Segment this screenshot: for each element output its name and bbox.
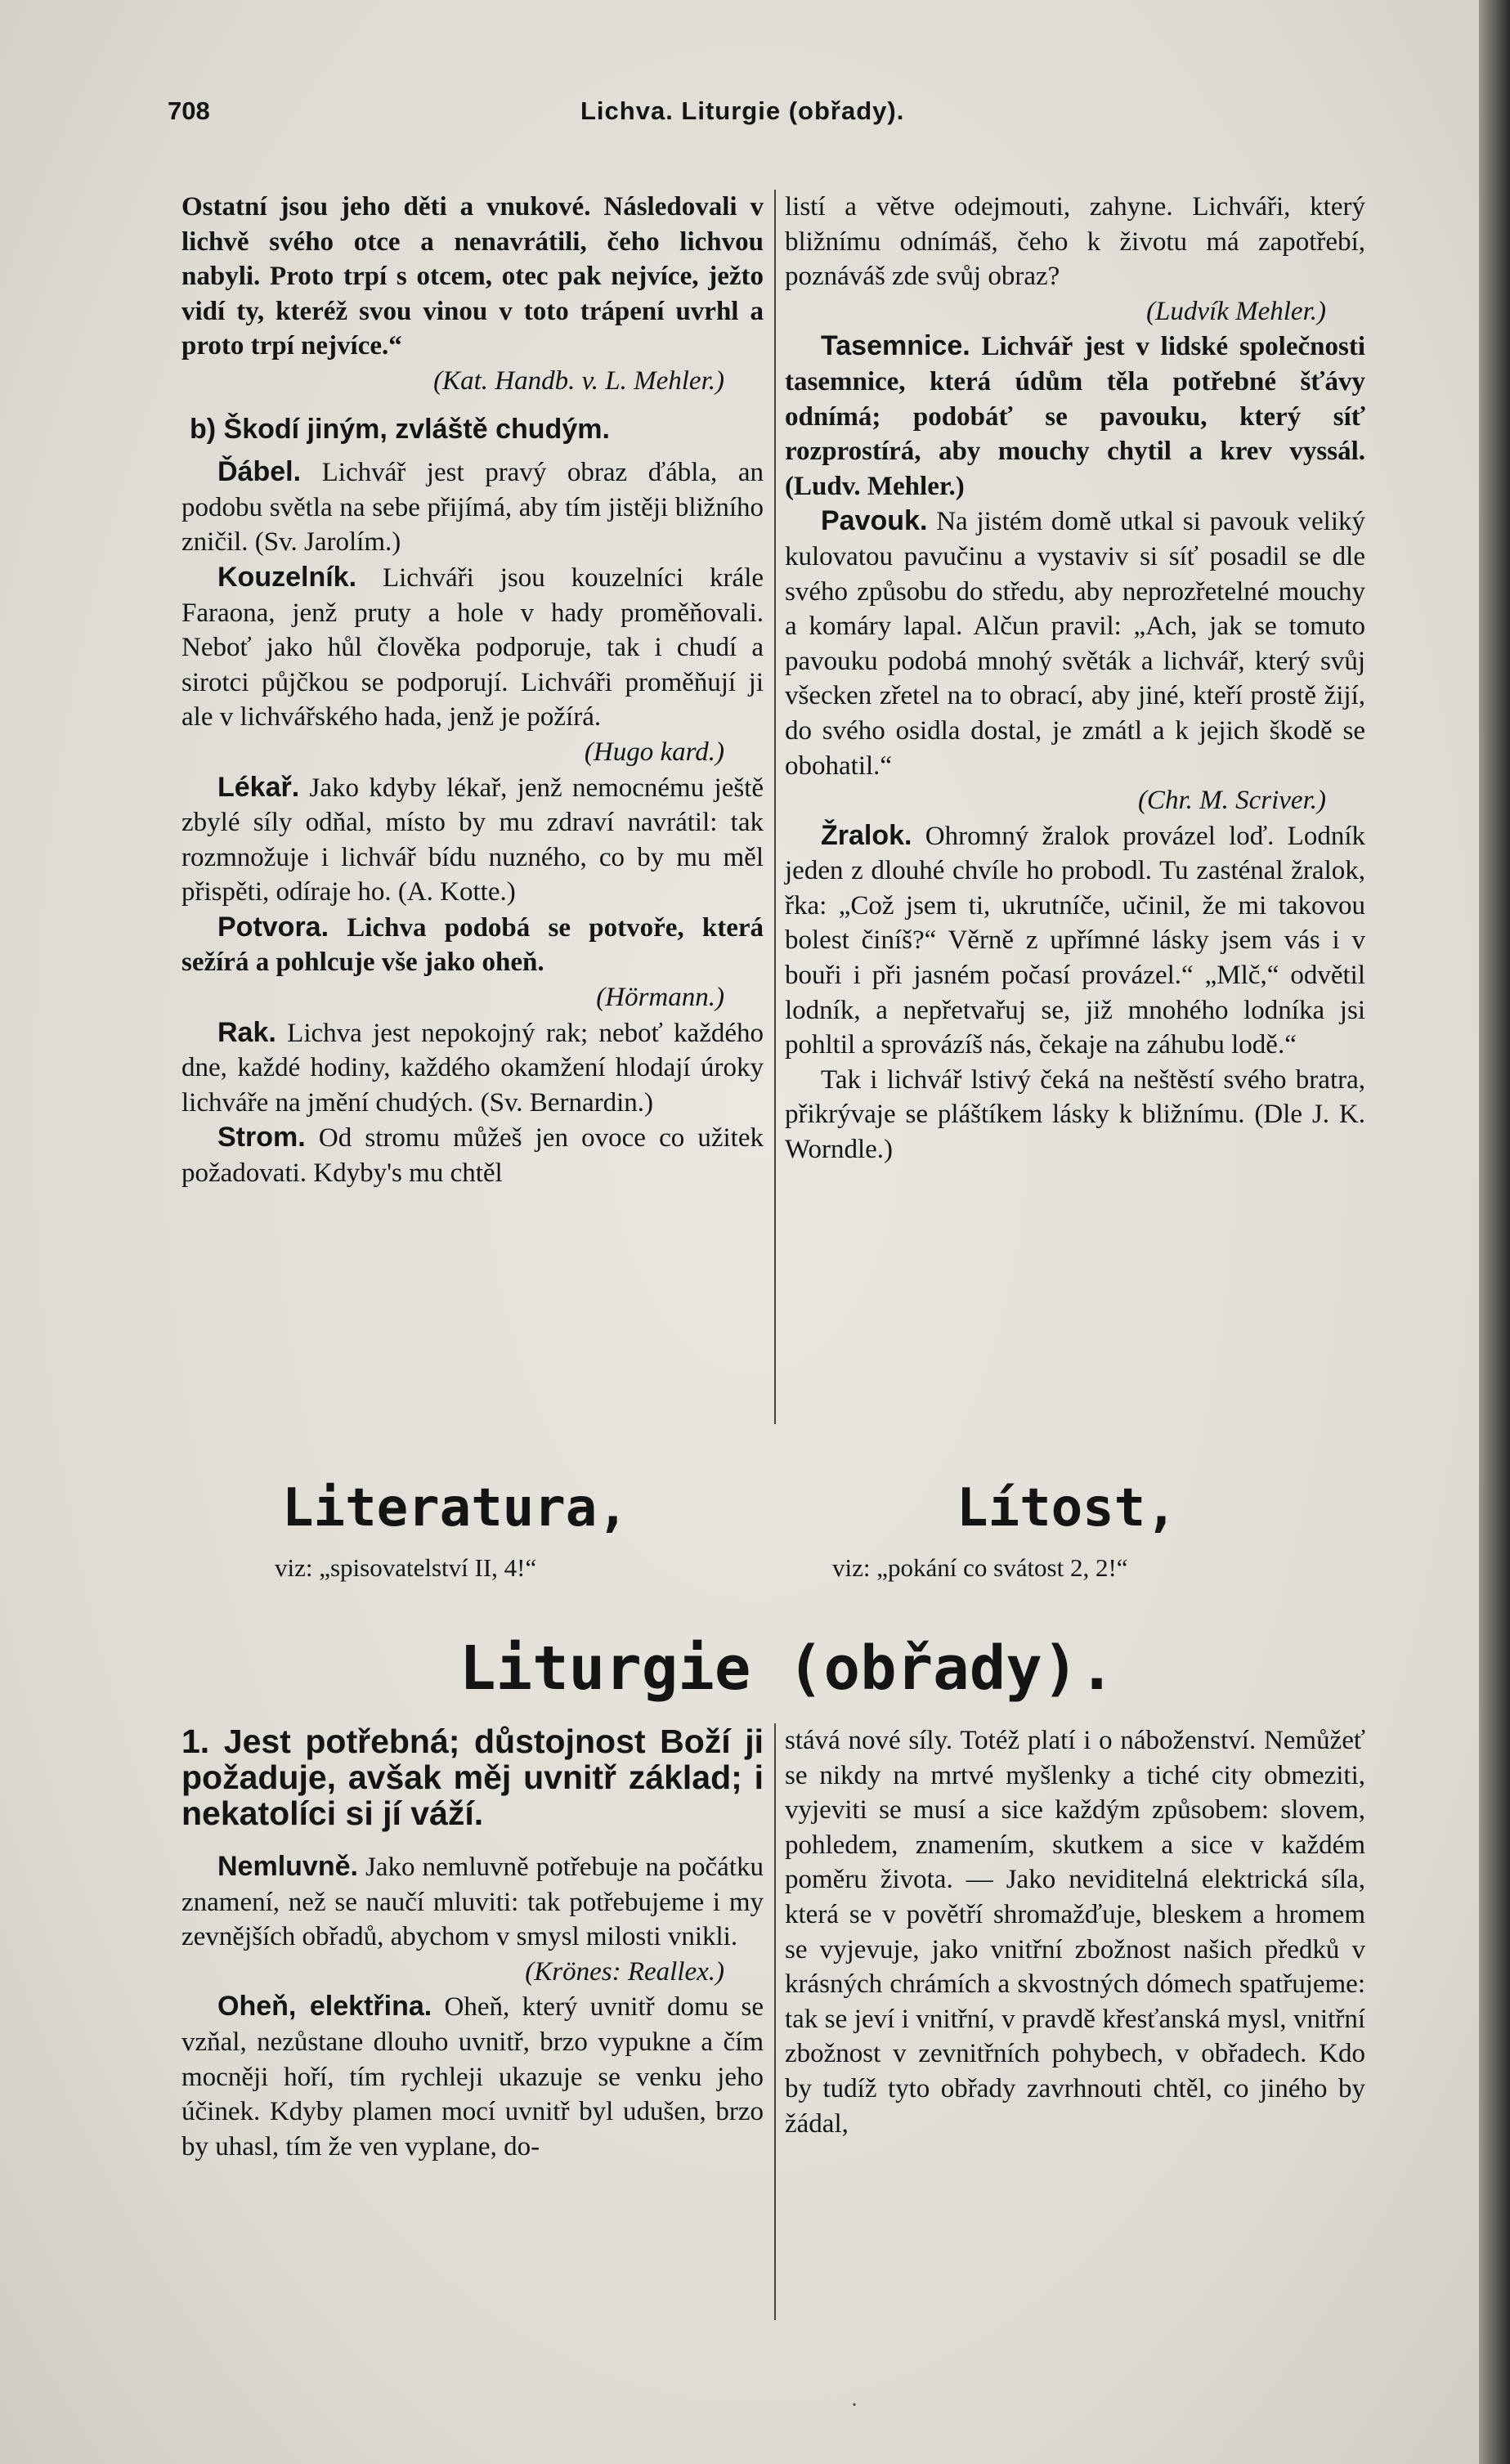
heading-liturgie: Liturgie (obřady).	[459, 1633, 1115, 1704]
text-zralok: Ohromný žralok provázel loď. Lodník jeden z dlouhé chvíle ho probodl. Tu zasténal žralok, řka: „Což jsem ti, ukrutníče, učinil, že mi takovou bolest činíš?“ Věrně z upřímné lásky jsem vás i v bouři i při jasném počasí provázel.“ „Mlč,“ odvětil lodník, a nepřetvařuj se, již mnohého lodníka jsi pohltil a sprovázíš nás, čekaje na záhubu lodě.“	[785, 821, 1365, 1060]
text-tasemnice: Lichvář jest v lidské společnosti tasemnice, která údům těla potřebné šťávy odnímá; podobáť se pavouku, který síť rozprostírá, aby mouchy chytil a krev vyssál. (Ludv. Mehler.)	[785, 332, 1365, 501]
source-citation: (Kat. Handb. v. L. Mehler.)	[433, 365, 724, 396]
keyword-potvora: Potvora.	[217, 911, 329, 943]
source-citation: (Chr. M. Scriver.)	[1137, 786, 1326, 816]
entry-nemluvne	[181, 1849, 764, 1955]
entry-tasemnice	[785, 329, 1365, 504]
entry-strom	[181, 1120, 764, 1190]
keyword-rak: Rak.	[217, 1016, 276, 1048]
running-title: Lichva. Liturgie (obřady).	[580, 96, 905, 125]
bottom-left-column	[181, 1723, 764, 2164]
scan-speck: ·	[850, 2391, 858, 2418]
source-citation: (Ludvík Mehler.)	[1146, 296, 1326, 326]
paragraph-liturgie-continuation: stává nové síly. Totéž platí i o náboženství. Nemůžeť se nikdy na mrtvé myšlenky a tiché city obmeziti, vyjeviti se musí a sice každým způsobem: slovem, pohledem, znamením, skutkem a sice v každém poměru života. — Jako neviditelná elektrická síla, která se v povětří shromažďuje, bleskem a hromem se vyjevuje, jako vnitřní zbožnost našich předků v krásných chrámích a skvostných dómech spatřujeme: tak se jeví i vnitřní, v pravdě křesťanská mysl, vnitřní zbožnost v zevnitřních pohybech, v obřadech. Kdo by tudíž tyto obřady zavrhnouti chtěl, co jiného by žádal,	[785, 1726, 1365, 2139]
keyword-strom: Strom.	[217, 1122, 306, 1154]
entry-rak	[181, 1015, 764, 1121]
paragraph-continuation: listí a větve odejmouti, zahyne. Lichváři, který bližnímu odnímáš, čeho k životu má zapotřebí, poznáváš zde svůj obraz?	[785, 192, 1365, 292]
keyword-ohen: Oheň, elektřina.	[217, 1991, 432, 2023]
page-header	[168, 96, 1378, 137]
text-potvora: Lichva podobá se potvoře, která sežírá a pohlcuje vše jako oheň.	[181, 912, 764, 978]
heading-literatura: Literatura,	[282, 1478, 629, 1539]
text-strom: Od stromu můžeš jen ovoce co užitek požadovati. Kdyby's mu chtěl	[181, 1123, 764, 1189]
entry-dabel	[181, 455, 764, 560]
paragraph-children: Ostatní jsou jeho děti a vnukové. Následovali v lichvě svého otce a nenavrátili, čeho lichvou nabyli. Proto trpí s otcem, otec pak nejvíce, ježto vidí ty, kteréž svou vinou v toto trápení uvrhl a proto trpí nejvíce.“	[181, 192, 764, 361]
text-nemluvne: Jako nemluvně potřebuje na počátku znamení, než se naučí mluviti: tak potřebujeme i my zevnějších obřadů, abychom v smysl milosti vnikli.	[181, 1852, 764, 1952]
page-number: 708	[168, 96, 210, 125]
keyword-tasemnice: Tasemnice.	[821, 330, 970, 362]
text-dabel: Lichvář jest pravý obraz ďábla, an podobu světla na sebe přijímá, aby tím jistěji bližního zničil. (Sv. Jarolím.)	[181, 458, 764, 558]
subheading-harms-others: b) Škodí jiným, zvláště chudým.	[190, 413, 610, 445]
see-reference-litost: viz: „pokání co svátost 2, 2!“	[832, 1553, 1128, 1582]
subheading-necessity: 1. Jest potřebná; důstojnost Boží ji požaduje, avšak měj uvnitř základ; i nekatolíci si jí váží.	[181, 1723, 764, 1832]
text-pavouk: Na jistém domě utkal si pavouk veliký kulovatou pavučinu a vystaviv si síť posadil se dle svého způsobu do středu, aby neprozřetelné mouchy a komáry lapal. Alčun pravil: „Ach, jak se tomuto pavouku podobá mnohý světák a lichvář, který svůj všecken zřetel na to obrací, aby jiné, kteří prostě žijí, do svého osidla dostal, je zmátl a k jejich škodě se obohatil.“	[785, 507, 1365, 781]
source-citation: (Hugo kard.)	[584, 737, 724, 767]
keyword-zralok: Žralok.	[821, 819, 912, 851]
text-ohen: Oheň, který uvnitř domu se vzňal, nezůstane dlouho uvnitř, brzo vypukne a čím mocněji hoří, tím rychleji ukazuje se venku jeho účinek. Kdyby plamen mocí uvnitř byl udušen, brzo by uhasl, tím že ven vyplane, do-	[181, 1992, 764, 2162]
source-citation: (Krönes: Reallex.)	[525, 1956, 724, 1987]
entry-zralok	[785, 818, 1365, 1063]
entry-lekar	[181, 770, 764, 910]
keyword-dabel: Ďábel.	[217, 456, 302, 488]
top-left-column	[181, 190, 764, 1191]
page-spine-shadow	[1479, 0, 1510, 2464]
keyword-pavouk: Pavouk.	[821, 505, 928, 537]
source-citation: (Hörmann.)	[596, 983, 724, 1013]
keyword-kouzelnik: Kouzelník.	[217, 561, 357, 593]
entry-pavouk	[785, 504, 1365, 783]
paragraph-lichvar-conclusion: Tak i lichvář lstivý čeká na neštěstí svého bratra, přikrývaje se pláštíkem lásky k bližnímu. (Dle J. K. Worndle.)	[785, 1064, 1365, 1165]
entry-potvora	[181, 910, 764, 980]
text-lekar: Jako kdyby lékař, jenž nemocnému ještě zbylé síly odňal, místo by mu zdraví navrátil: tak rozmnožuje i lichvář bídu nuzného, co by mu měl přispěti, odíraje ho. (A. Kotte.)	[181, 773, 764, 907]
text-rak: Lichva jest nepokojný rak; neboť každého dne, každé hodiny, každého okamžení hlodají úroky lichváře na jmění chudých. (Sv. Bernardin.)	[181, 1018, 764, 1118]
keyword-lekar: Lékař.	[217, 771, 300, 803]
entry-ohen	[181, 1989, 764, 2164]
entry-kouzelnik	[181, 560, 764, 735]
text-kouzelnik: Lichváři jsou kouzelníci krále Faraona, jenž pruty a hole v hady proměňovali. Neboť jako hůl člověka podporuje, tak i chudí a sirotci půjčkou se podporují. Lichváři proměňují ji ale v lichvářského hada, jenž je požírá.	[181, 562, 764, 732]
heading-litost: Lítost,	[957, 1478, 1177, 1539]
column-rule-top	[774, 190, 776, 1424]
bottom-right-column	[785, 1723, 1365, 2141]
column-rule-bottom	[774, 1723, 776, 2320]
see-reference-literatura: viz: „spisovatelství II, 4!“	[275, 1553, 537, 1582]
top-right-column	[785, 190, 1365, 1167]
keyword-nemluvne: Nemluvně.	[217, 1851, 358, 1882]
